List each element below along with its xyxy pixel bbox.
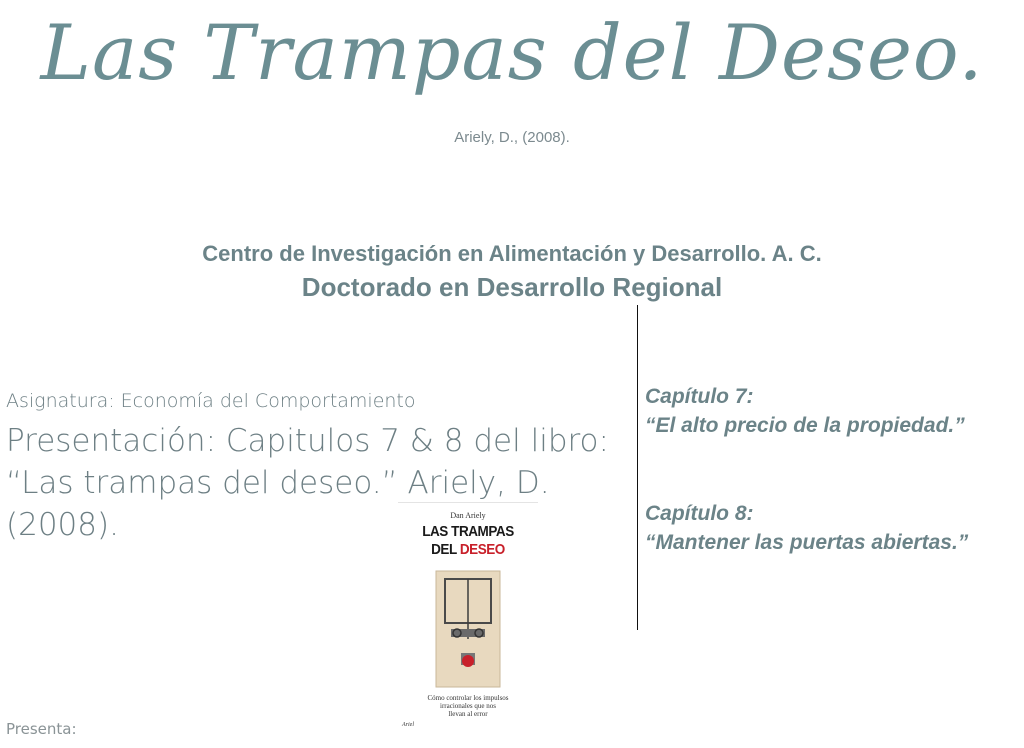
chapter-7-label: Capítulo 7: bbox=[645, 385, 754, 408]
institution-name: Centro de Investigación en Alimentación y Desarrollo. A. C. bbox=[202, 241, 822, 266]
book-tagline-line-1: Cómo controlar los impulsos bbox=[427, 694, 509, 702]
chapter-7 bbox=[645, 382, 965, 440]
book-title bbox=[405, 523, 531, 559]
book-tagline-line-3: llevan al error bbox=[448, 710, 488, 718]
red-bait-icon bbox=[462, 655, 474, 667]
chapter-7-title: “El alto precio de la propiedad.” bbox=[645, 414, 965, 437]
book-tagline bbox=[398, 694, 538, 718]
book-title-deseo: DESEO bbox=[459, 541, 505, 558]
chapter-8 bbox=[645, 499, 968, 557]
chapter-8-title: “Mantener las puertas abiertas.” bbox=[645, 531, 969, 554]
chapter-8-label: Capítulo 8: bbox=[645, 502, 754, 525]
subject-label: Asignatura: Economía del Comportamiento bbox=[6, 390, 416, 412]
book-publisher: Ariel bbox=[402, 722, 414, 728]
presenter-label: Presenta: bbox=[6, 720, 77, 738]
book-title-del: DEL bbox=[431, 541, 460, 558]
book-title-line-1: LAS TRAMPAS bbox=[422, 523, 514, 540]
presentation-text: Presentación: Capitulos 7 & 8 del libro: “Las trampas del deseo.” Ariely, D. (2008). bbox=[6, 423, 609, 543]
book-author: Dan Ariely bbox=[450, 511, 486, 520]
slide-title: Las Trampas del Deseo. bbox=[40, 8, 984, 97]
book-tagline-line-2: irracionales que nos bbox=[440, 702, 496, 710]
book-cover-image bbox=[398, 502, 538, 732]
slide-citation: Ariely, D., (2008). bbox=[454, 129, 570, 146]
program-name: Doctorado en Desarrollo Regional bbox=[301, 272, 723, 302]
mousetrap-illustration bbox=[433, 569, 503, 689]
book-title-line-2 bbox=[405, 541, 531, 559]
vertical-divider bbox=[637, 305, 638, 630]
